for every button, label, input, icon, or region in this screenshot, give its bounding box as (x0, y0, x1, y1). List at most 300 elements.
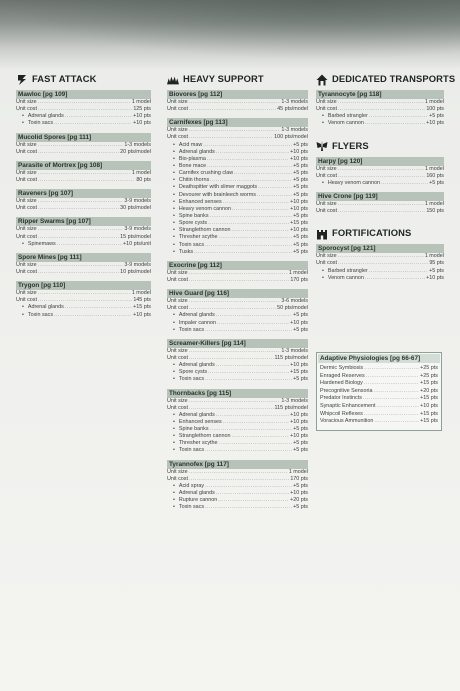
stat-label: Unit size (167, 397, 188, 404)
section-heading (167, 70, 308, 87)
option-label: • Adrenal glands (167, 362, 215, 369)
stat-label: Unit cost (16, 233, 37, 240)
option-label: • Stranglethorn cannon (167, 227, 230, 234)
stat-row (16, 262, 151, 269)
option-label: • Venom cannon (316, 275, 364, 282)
unit-header: Tyrannocyte [pg 118] (316, 90, 444, 99)
stat-row (167, 106, 308, 113)
stat-value: 150 pts (426, 208, 444, 215)
option-cost: +5 pts (293, 440, 308, 447)
option-label: • Heavy venom cannon (167, 206, 231, 213)
stat-label: Unit cost (316, 106, 337, 113)
option-cost: +20 pts (290, 497, 308, 504)
unit-hive-crone (316, 192, 444, 215)
stat-value: +20 pts (420, 387, 438, 394)
stat-row (320, 395, 438, 403)
section-heading (316, 70, 456, 87)
dot-leader (189, 355, 274, 362)
stat-label: Unit size (16, 141, 37, 148)
option-label: • Spinemaws (16, 241, 56, 248)
stat-value: 95 pts (429, 260, 444, 267)
unit-header: Hive Crone [pg 119] (316, 192, 444, 201)
stat-label: Unit size (167, 347, 188, 354)
unit-screamer-killers (167, 339, 308, 384)
dot-leader (194, 249, 292, 256)
dot-leader (207, 163, 292, 170)
heavy-support-icon (167, 73, 179, 85)
option-row (316, 180, 444, 187)
stat-value: 1-3 models (281, 99, 308, 105)
stat-value: 1 model (288, 269, 308, 276)
option-label: • Toxin sacs (16, 312, 53, 319)
dot-leader (57, 241, 122, 248)
option-row (167, 213, 308, 220)
adaptive-physiologies-box (316, 352, 442, 431)
option-cost: +10 pts (133, 113, 151, 120)
option-row (167, 206, 308, 213)
stat-row (167, 305, 308, 312)
dot-leader (365, 120, 425, 127)
option-row (167, 192, 308, 199)
option-row (167, 362, 308, 369)
stat-value: 20 pts/model (120, 148, 151, 155)
option-row (167, 199, 308, 206)
dot-leader (219, 234, 293, 241)
stat-row (16, 177, 151, 184)
section-heading (16, 70, 151, 87)
dot-leader (189, 398, 281, 405)
dot-leader (38, 142, 124, 149)
section-title: HEAVY SUPPORT (183, 73, 264, 84)
stat-value: 3-9 models (124, 261, 151, 268)
dot-leader (205, 242, 292, 249)
stat-value: 1 model (424, 99, 444, 105)
stat-value: +25 pts (420, 372, 438, 379)
dot-leader (205, 447, 292, 454)
unit-biovores (167, 90, 308, 113)
option-label: • Thresher scythe (167, 440, 218, 447)
option-label: • Toxin sacs (167, 327, 204, 334)
unit-thornbacks (167, 389, 308, 455)
stat-label: Precognitive Sensoria (320, 387, 373, 394)
stat-value: 1-3 models (124, 141, 151, 148)
dot-leader (338, 201, 424, 208)
stat-label: Hardened Biology (320, 380, 363, 387)
dot-leader (38, 170, 131, 177)
stat-label: Synaptic Enhancement (320, 402, 376, 409)
stat-row (167, 476, 308, 483)
stat-label: Unit cost (16, 297, 37, 304)
option-cost: +10 pts (133, 120, 151, 127)
stat-value: 1 model (424, 253, 444, 260)
option-label: • Adrenal glands (167, 312, 215, 319)
option-label: • Toxin sacs (167, 504, 204, 511)
option-label: • Enhanced senses (167, 419, 222, 426)
option-cost: +5 pts (293, 426, 308, 433)
option-row (167, 142, 308, 149)
option-cost: +5 pts (429, 267, 444, 274)
option-row (167, 497, 308, 504)
stat-row (167, 99, 308, 106)
stat-label: Unit cost (16, 176, 37, 183)
unit-tyrannocyte (316, 90, 444, 128)
unit-header: Ripper Swarms [pg 107] (16, 217, 151, 226)
stat-row (320, 365, 438, 373)
option-label: • Spine banks (167, 213, 209, 220)
dot-leader (205, 376, 292, 383)
fast-attack-icon (16, 73, 28, 85)
option-row (167, 156, 308, 163)
unit-header: Exocrine [pg 112] (167, 261, 308, 270)
unit-raveners (16, 189, 151, 212)
option-cost: +5 pts (293, 504, 308, 511)
unit-header: Spore Mines [pg 111] (16, 253, 151, 262)
stat-label: Unit size (167, 298, 188, 305)
dot-leader (364, 365, 419, 373)
stat-label: Unit cost (167, 305, 188, 312)
option-cost: +15 pts (133, 304, 151, 311)
option-cost: +10 pts (426, 120, 444, 127)
dot-leader (54, 120, 132, 127)
option-label: • Thresher scythe (167, 234, 218, 241)
stat-row (16, 290, 151, 297)
option-row (316, 120, 444, 127)
dot-leader (189, 348, 281, 355)
unit-header: Tyrannofex [pg 117] (167, 460, 308, 469)
dot-leader (189, 134, 273, 141)
dot-leader (373, 388, 419, 396)
unit-tyrannofex (167, 460, 308, 512)
stat-value: 30 pts/model (120, 205, 151, 212)
stat-value: 10 pts/model (120, 268, 151, 275)
stat-row (320, 380, 438, 388)
option-cost: +5 pts (429, 113, 444, 120)
section-title: FAST ATTACK (32, 73, 97, 84)
option-label: • Chitin thorns (167, 177, 209, 184)
option-cost: +10 pts (290, 362, 308, 369)
option-label: • Carnifex crushing claw (167, 170, 233, 177)
option-label: • Toxin sacs (167, 242, 204, 249)
dot-leader (203, 142, 292, 149)
stat-label: Unit cost (16, 268, 37, 275)
dot-leader (189, 127, 281, 134)
dot-leader (65, 113, 132, 120)
stat-label: Unit cost (316, 208, 337, 215)
dot-leader (231, 433, 289, 440)
section-dedicated-transports (316, 70, 456, 128)
section-heading (316, 224, 444, 241)
stat-value: 1 model (424, 200, 444, 207)
stat-value: 1-3 models (281, 397, 308, 404)
section-title: FORTIFICATIONS (332, 227, 412, 239)
stat-label: Unit cost (316, 172, 337, 179)
dot-leader (338, 173, 425, 180)
stat-row (316, 166, 444, 173)
stat-row (16, 170, 151, 177)
section-title: DEDICATED TRANSPORTS (332, 73, 456, 84)
unit-header: Trygon [pg 110] (16, 281, 151, 290)
option-row (167, 170, 308, 177)
option-row (167, 220, 308, 227)
option-cost: +10 pts (290, 319, 308, 326)
dot-leader (208, 369, 289, 376)
dot-leader (364, 380, 419, 388)
dot-leader (38, 198, 124, 205)
option-label: • Spore cysts (167, 220, 207, 227)
dot-leader (338, 99, 424, 106)
stat-label: Unit size (316, 99, 337, 105)
unit-header: Hive Guard [pg 116] (167, 289, 308, 298)
stat-row (316, 208, 444, 215)
option-label: • Adrenal glands (167, 412, 215, 419)
dot-leader (216, 490, 289, 497)
dot-leader (189, 476, 289, 483)
option-row (167, 184, 308, 191)
option-label: • Barbed strangler (316, 268, 368, 275)
column-fast-attack (16, 70, 151, 328)
stat-label: Dermic Symbiosis (320, 365, 364, 371)
adaptive-physiologies-list (320, 365, 438, 426)
dot-leader (38, 297, 132, 304)
option-label: • Toxin sacs (167, 376, 204, 383)
option-label: • Toxin sacs (167, 447, 204, 454)
stat-value: 3-9 models (124, 226, 151, 233)
unit-header: Parasite of Mortrex [pg 108] (16, 161, 151, 170)
stat-label: Unit size (316, 200, 337, 207)
option-label: • Venom cannon (316, 120, 364, 127)
dot-leader (366, 373, 420, 381)
stat-value: 170 pts (290, 475, 308, 482)
stat-row (167, 134, 308, 141)
dot-leader (205, 504, 292, 511)
dot-leader (217, 320, 289, 327)
dot-leader (369, 268, 428, 275)
stat-label: Unit size (16, 198, 37, 205)
option-cost: +10 pts (133, 311, 151, 318)
stat-value: 1-3 models (281, 127, 308, 134)
stat-value: 115 pts/model (274, 404, 308, 411)
stat-value: +25 pts (420, 365, 438, 371)
option-label: • Impaler cannon (167, 320, 216, 327)
option-row (167, 376, 308, 383)
stat-row (16, 234, 151, 241)
dot-leader (338, 166, 424, 173)
option-label: • Enhanced senses (167, 199, 222, 206)
option-label: • Adrenal glands (16, 113, 64, 120)
option-label: • Barbed strangler (316, 113, 368, 120)
option-cost: +10 pts (290, 433, 308, 440)
unit-spore-mines (16, 253, 151, 276)
stat-label: Unit size (316, 253, 337, 260)
option-label: • Acid spray (167, 483, 204, 490)
option-cost: +10 pts (290, 227, 308, 234)
stat-row (316, 99, 444, 106)
option-label: • Spine banks (167, 426, 209, 433)
option-label: • Adrenal glands (167, 149, 215, 156)
dot-leader (363, 395, 419, 403)
option-row (167, 177, 308, 184)
section-fast-attack (16, 70, 151, 319)
dot-leader (65, 304, 132, 311)
unit-mawloc (16, 90, 151, 128)
option-cost: +5 pts (293, 177, 308, 184)
stat-row (167, 398, 308, 405)
stat-value: 45 pts/model (277, 106, 308, 113)
stat-value: +15 pts (420, 418, 438, 425)
stat-value: 15 pts/model (120, 233, 151, 240)
dot-leader (338, 260, 428, 267)
unit-header: Carnifexes [pg 113] (167, 118, 308, 127)
stat-label: Unit cost (167, 475, 188, 482)
dot-leader (210, 213, 293, 220)
stat-value: 80 pts (136, 176, 151, 183)
stat-value: 1 model (131, 169, 151, 176)
option-label: • Acid maw (167, 142, 202, 149)
stat-label: Whipcoil Reflexes (320, 410, 363, 417)
dot-leader (38, 290, 131, 297)
dot-leader (38, 234, 119, 241)
section-fortifications (316, 224, 444, 282)
unit-hive-guard (167, 289, 308, 334)
option-cost: +5 pts (293, 141, 308, 148)
stat-value: 1 model (131, 99, 151, 105)
stat-row (16, 142, 151, 149)
stat-label: Unit size (16, 261, 37, 268)
dot-leader (210, 177, 292, 184)
stat-row (316, 260, 444, 267)
dot-leader (189, 305, 276, 312)
option-row (16, 113, 151, 120)
stat-value: 3-9 models (124, 198, 151, 205)
option-label: • Bone mace (167, 163, 206, 170)
dot-leader (189, 298, 281, 305)
dedicated-transports-icon (316, 73, 328, 85)
option-row (316, 268, 444, 275)
dot-leader (207, 156, 289, 163)
unit-harpy (316, 157, 444, 187)
stat-row (16, 205, 151, 212)
option-cost: +5 pts (293, 241, 308, 248)
dot-leader (205, 327, 292, 334)
option-cost: +5 pts (293, 248, 308, 255)
stat-value: 115 pts/model (274, 354, 308, 361)
option-cost: +5 pts (293, 170, 308, 177)
dot-leader (189, 405, 274, 412)
stat-value: 50 pts/model (277, 305, 308, 312)
unit-parasite-of-mortrex (16, 161, 151, 184)
option-row (167, 490, 308, 497)
option-row (167, 440, 308, 447)
stat-row (320, 403, 438, 411)
option-row (167, 163, 308, 170)
stat-row (16, 106, 151, 113)
option-cost: +10 pts (426, 274, 444, 281)
dot-leader (376, 403, 419, 411)
dot-leader (338, 208, 425, 215)
stat-row (316, 106, 444, 113)
option-row (167, 227, 308, 234)
dot-leader (258, 184, 292, 191)
option-row (316, 275, 444, 282)
option-row (16, 120, 151, 127)
stat-row (167, 348, 308, 355)
dot-leader (189, 270, 288, 277)
option-row (167, 312, 308, 319)
stat-value: 1 model (288, 468, 308, 475)
dot-leader (189, 469, 288, 476)
stat-value: 3-6 models (281, 298, 308, 305)
dot-leader (218, 497, 289, 504)
stat-row (167, 405, 308, 412)
option-cost: +5 pts (293, 234, 308, 241)
unit-ripper-swarms (16, 217, 151, 247)
dot-leader (38, 99, 131, 106)
stat-label: Unit size (16, 99, 37, 105)
stat-value: 100 pts/model (274, 134, 308, 141)
dot-leader (216, 412, 289, 419)
option-row (167, 419, 308, 426)
option-cost: +5 pts (293, 326, 308, 333)
stat-label: Unit cost (316, 260, 337, 267)
stat-label: Unit cost (167, 276, 188, 283)
option-cost: +10 pts (290, 490, 308, 497)
stat-label: Unit size (316, 165, 337, 172)
option-cost: +10 pts (290, 148, 308, 155)
option-cost: +10 pts (290, 198, 308, 205)
dot-leader (208, 220, 289, 227)
stat-value: 145 pts (133, 297, 151, 304)
section-heavy-support (167, 70, 308, 511)
stat-row (16, 297, 151, 304)
dot-leader (189, 99, 281, 106)
option-cost: +10 pts (290, 418, 308, 425)
stat-row (167, 355, 308, 362)
section-flyers (316, 137, 444, 216)
unit-trygon (16, 281, 151, 319)
dot-leader (38, 149, 119, 156)
option-row (167, 504, 308, 511)
option-row (167, 433, 308, 440)
option-label: • Rupture cannon (167, 497, 217, 504)
option-cost: +5 pts (293, 376, 308, 383)
option-row (167, 320, 308, 327)
stat-row (167, 298, 308, 305)
stat-label: Unit size (167, 269, 188, 276)
stat-label: Unit cost (16, 106, 37, 113)
dot-leader (219, 440, 293, 447)
stat-row (167, 127, 308, 134)
option-cost: +15 pts (290, 220, 308, 227)
option-row (167, 242, 308, 249)
option-label: • Bio-plasma (167, 156, 206, 163)
option-row (16, 241, 151, 248)
adaptive-physiologies-title: Adaptive Physiologies [pg 66-67] (318, 354, 440, 363)
option-row (16, 312, 151, 319)
option-row (167, 327, 308, 334)
stat-label: Predator Instincts (320, 395, 362, 402)
stat-value: +15 pts (420, 380, 438, 387)
option-row (167, 412, 308, 419)
dot-leader (38, 269, 119, 276)
unit-exocrine (167, 261, 308, 284)
option-cost: +15 pts (290, 369, 308, 376)
stat-label: Unit size (167, 99, 188, 105)
stat-row (167, 469, 308, 476)
option-label: • Devourer with brainleech worms (167, 192, 256, 199)
dot-leader (38, 262, 124, 269)
option-label: • Stranglethorn cannon (167, 433, 230, 440)
option-label: • Adrenal glands (16, 304, 64, 311)
